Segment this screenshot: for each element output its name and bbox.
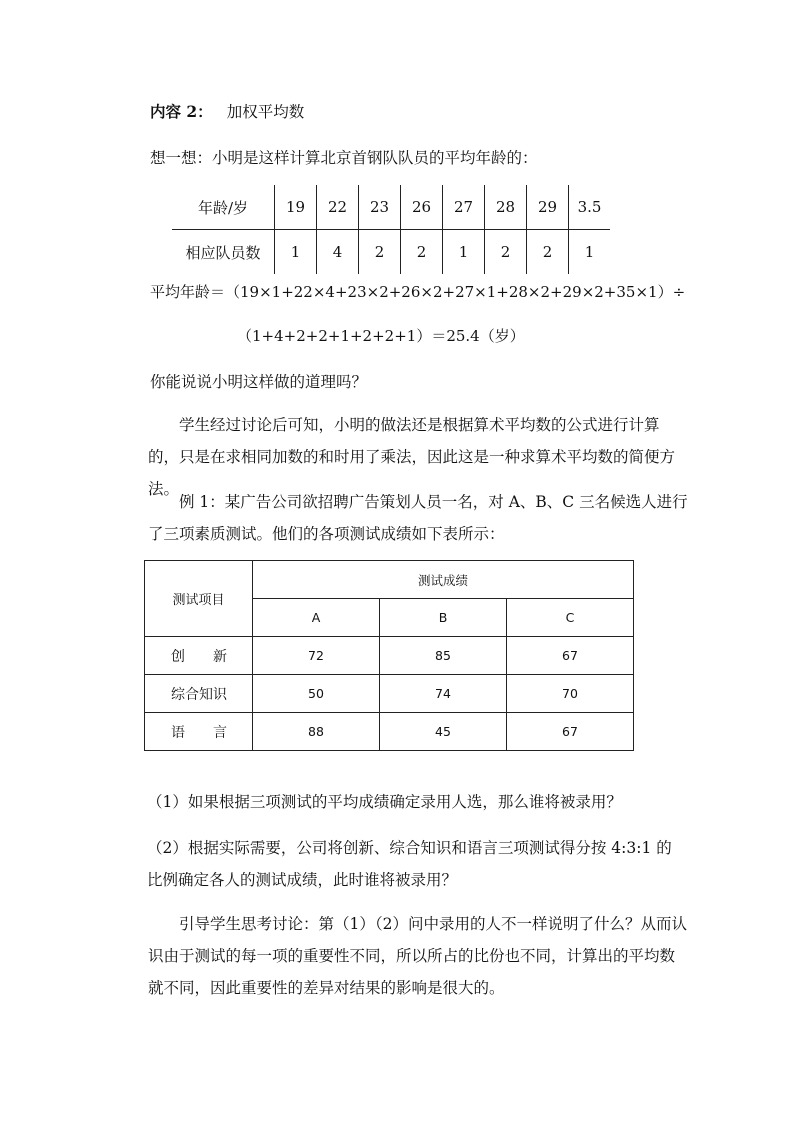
age-cell: 27 [443, 185, 485, 230]
table-row [145, 675, 634, 713]
question-1: （1）如果根据三项测试的平均成绩确定录用人选，那么谁将被录用？ [147, 793, 622, 811]
age-table [172, 185, 610, 274]
question-2: （2）根据实际需要，公司将创新、综合知识和语言三项测试得分按 4:3:1 的比例确定各人的测试成绩，此时谁将被录用？ [147, 839, 672, 889]
score-cell: 45 [380, 713, 507, 751]
guide-paragraph: 引导学生思考讨论：第（1）（2）问中录用的人不一样说明了什么？从而认识由于测试的每一项的重要性不同，所以所占的比份也不同，计算出的平均数就不同，因此重要性的差异对结果的影响是很大的。 [148, 915, 687, 997]
age-cell: 19 [275, 185, 317, 230]
candidate-c: C [507, 599, 634, 637]
candidate-b: B [380, 599, 507, 637]
score-cell: 50 [253, 675, 380, 713]
intro-text: 想一想：小明是这样计算北京首钢队队员的平均年龄的： [150, 149, 538, 167]
section-heading [150, 102, 304, 122]
score-cell: 88 [253, 713, 380, 751]
formula-line-2: （1+4+2+2+1+2+2+1）＝25.4（岁） [237, 327, 525, 345]
score-cell: 67 [507, 637, 634, 675]
count-cell: 4 [317, 230, 359, 275]
age-cell: 23 [359, 185, 401, 230]
row-label: 语 言 [145, 713, 253, 751]
score-cell: 85 [380, 637, 507, 675]
count-cell: 2 [401, 230, 443, 275]
table-row [145, 713, 634, 751]
count-cell: 1 [569, 230, 611, 275]
score-cell: 74 [380, 675, 507, 713]
age-cell: 28 [485, 185, 527, 230]
age-header: 年龄/岁 [172, 185, 275, 230]
table-row [145, 637, 634, 675]
age-cell: 3.5 [569, 185, 611, 230]
count-cell: 2 [485, 230, 527, 275]
section-label: 内容 2： [150, 102, 213, 121]
score-header-row [145, 561, 634, 599]
count-cell: 1 [443, 230, 485, 275]
score-cell: 67 [507, 713, 634, 751]
row-label: 综合知识 [145, 675, 253, 713]
score-table [144, 560, 634, 751]
count-cell: 2 [527, 230, 569, 275]
test-item-header: 测试项目 [145, 561, 253, 637]
age-row [172, 185, 610, 230]
section-title: 加权平均数 [226, 103, 305, 121]
age-cell: 22 [317, 185, 359, 230]
count-cell: 1 [275, 230, 317, 275]
candidate-a: A [253, 599, 380, 637]
row-label: 创 新 [145, 637, 253, 675]
question-text: 你能说说小明这样做的道理吗？ [150, 373, 368, 391]
age-cell: 26 [401, 185, 443, 230]
score-cell: 72 [253, 637, 380, 675]
test-score-header: 测试成绩 [253, 561, 634, 599]
count-row [172, 230, 610, 275]
count-cell: 2 [359, 230, 401, 275]
count-header: 相应队员数 [185, 243, 261, 262]
answer-paragraph: 学生经过讨论后可知，小明的做法还是根据算术平均数的公式进行计算的，只是在求相同加数的和时用了乘法，因此这是一种求算术平均数的简便方法。 [148, 416, 676, 498]
formula-line-1: 平均年龄＝（19×1+22×4+23×2+26×2+27×1+28×2+29×2+35×1）÷ [150, 283, 686, 301]
example-paragraph: 例 1：某广告公司欲招聘广告策划人员一名，对 A、B、C 三名候选人进行了三项素质测试。他们的各项测试成绩如下表所示： [148, 493, 688, 543]
age-cell: 29 [527, 185, 569, 230]
score-cell: 70 [507, 675, 634, 713]
